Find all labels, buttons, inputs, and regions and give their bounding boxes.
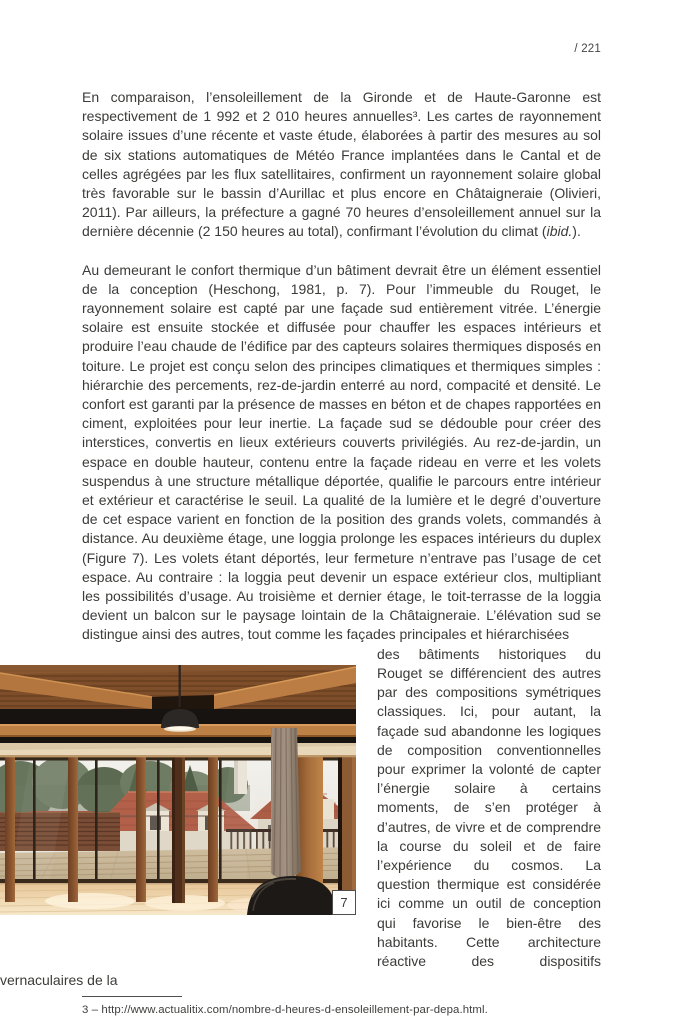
- figure-and-wrapped-text: [0, 645, 683, 991]
- page-number: / 221: [574, 43, 601, 55]
- paragraph-1-text: En comparaison, l’ensoleillement de la Gironde et de Haute-Garonne est respectivement de 1 992 et 2 010 heures annuelles³. Les cartes de rayonnement solaire issues d’une récente et vaste étude, élaborées à partir des mesures au sol de six stations automatiques de Météo France implantées dans le Cantal et de celles agrégées par les flux satellitaires, confirment un rayonnement solaire global très favorable sur le bassin d’Aurillac et plus encore en Châtaigneraie (Olivieri, 2011). Par ailleurs, la préfecture a gagné 70 heures d’ensoleillement annuel sur la dernière décennie (2 150 heures au total), confirmant l’évolution du climat (: [82, 89, 601, 240]
- paragraph-1-ibid: ibid.: [546, 223, 573, 240]
- figure-photo-svg: [0, 665, 356, 915]
- body-paragraph-1: [82, 88, 601, 242]
- body-paragraph-2-wrapped: des bâtiments historiques du Rouget se différencient des autres par des compositions symétriques classiques. Ici, pour autant, la façade sud abandonne les logiques de composition conventionnelles pour exprimer la volonté de capter l’énergie solaire à certains moments, de s’en protéger à d’autres, de vivre et de comprendre la course du soleil et de faire l’expérience du cosmos. La question thermique est considérée ici comme un outil de conception qui favorise le bien-être des habitants. Cette architecture réactive des dispositifs vernaculaires de la: [0, 645, 601, 989]
- figure-photo: [0, 665, 356, 915]
- body-paragraph-2: Au demeurant le confort thermique d’un bâtiment devrait être un élément essentiel de la conception (Heschong, 1981, p. 7). Pour l’immeuble du Rouget, le rayonnement solaire est capté par une façade sud entièrement vitrée. L’énergie solaire est ensuite stockée et diffusée pour chauffer les espaces intérieurs et produire l’eau chaude de l’édifice par des capteurs solaires thermiques disposés en toiture. Le projet est conçu selon des principes climatiques et thermiques simples : hiérarchie des percements, rez-de-jardin enterré au nord, compacité et densité. Le confort est garanti par la présence de masses en béton et de chapes rapportées en ciment, exploitées pour leur inertie. La façade sud se dédouble pour créer des interstices, convertis en lieux extérieurs couverts privilégiés. Au rez-de-jardin, un espace en double hauteur, contenu entre la façade rideau en verre et les volets suspendus à une structure métallique déportée, qualifie le parcours entre intérieur et extérieur et caractérise le seuil. La qualité de la lumière et le degré d’ouverture de cet espace varient en fonction de la position des grands volets, commandés à distance. Au deuxième étage, une loggia prolonge les espaces intérieurs du duplex (Figure 7). Les volets étant déportés, leur fermeture n’entrave pas l’usage de cet espace. Au contraire : la loggia peut devenir un espace extérieur clos, multipliant les possibilités d’usage. Au troisième et dernier étage, le toit-terrasse de la loggia devient un balcon sur le paysage lointain de la Châtaigneraie. L’élévation sud se distingue ainsi des autres, tout comme les façades principales et hiérarchisées: [82, 261, 601, 643]
- footnote-rule: [82, 996, 182, 997]
- paragraph-1-closing: ).: [572, 223, 581, 240]
- footnote-text: 3 – http://www.actualitix.com/nombre-d-heures-d-ensoleillement-par-depa.html.: [82, 1004, 488, 1017]
- footnote: [82, 996, 601, 1016]
- photo-curtain: [271, 728, 301, 878]
- figure-caption: 7: [332, 890, 356, 915]
